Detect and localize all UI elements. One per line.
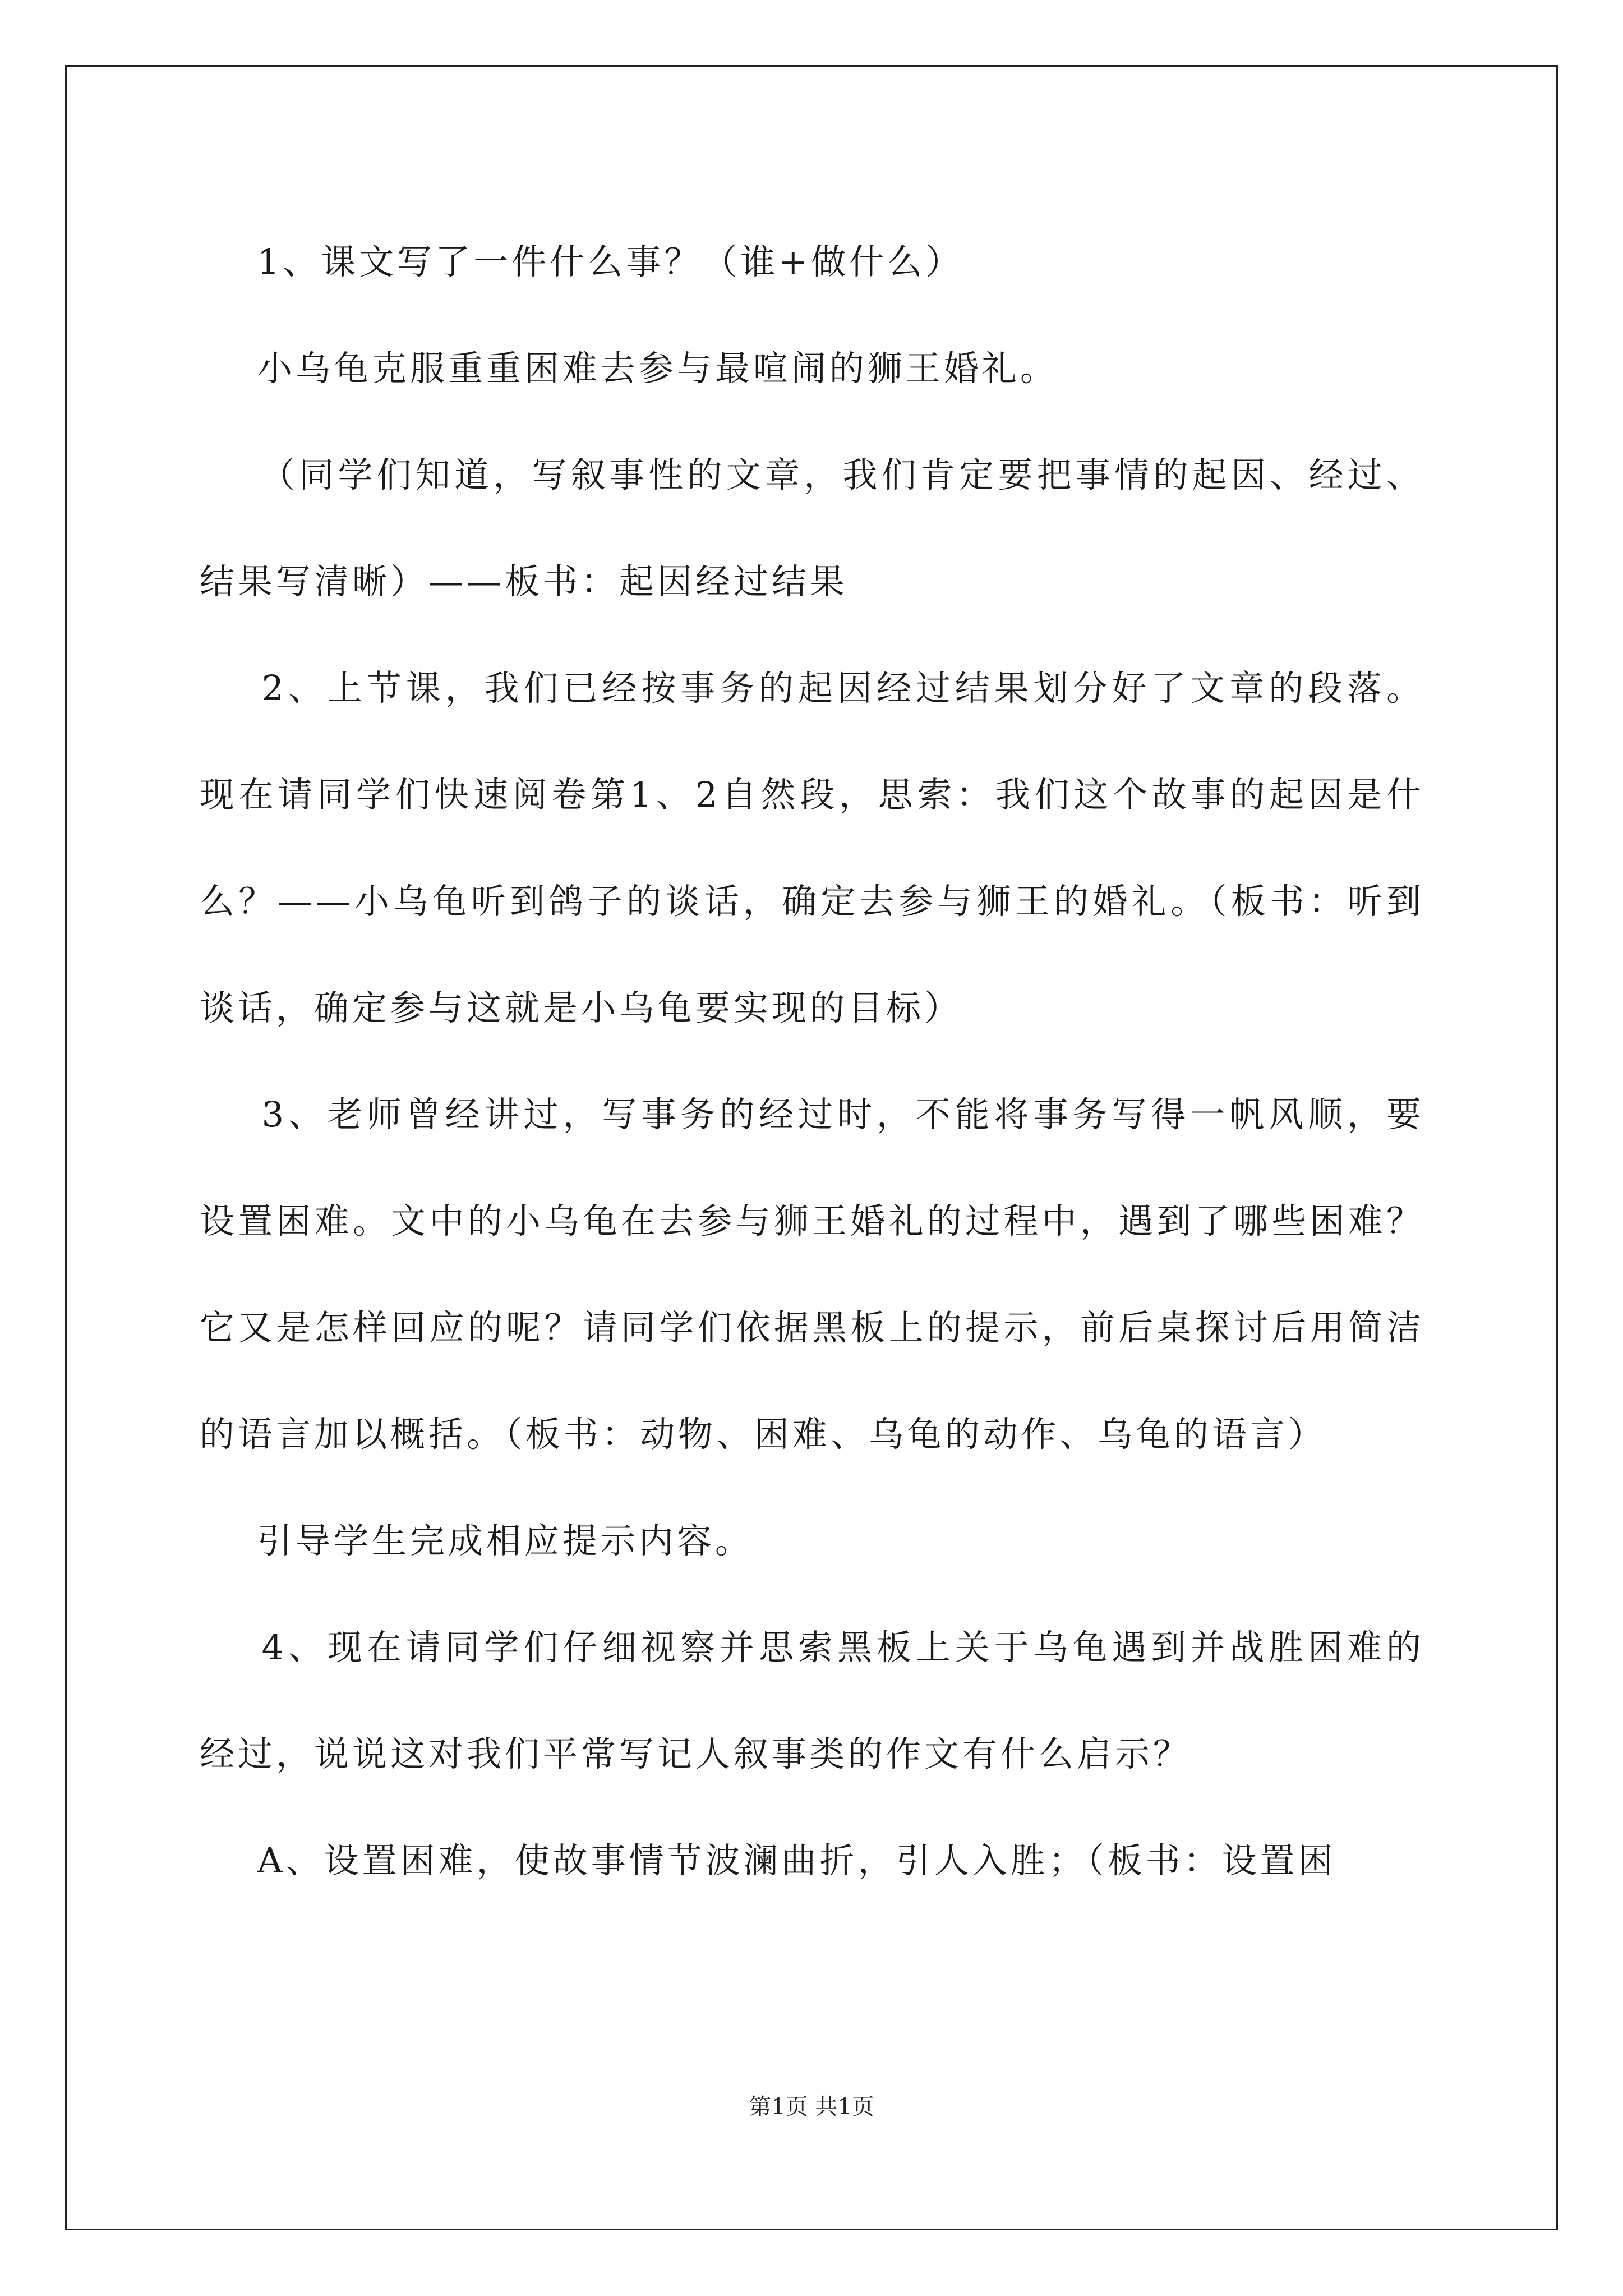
- paragraph-4: 2、上节课，我们已经按事务的起因经过结果划分好了文章的段落。现在请同学们快速阅卷第1、2自然段，思索：我们这个故事的起因是什么？——小乌龟听到鸽子的谈话，确定去参与狮王的婚礼。（板书：听到谈话，确定参与这就是小乌龟要实现的目标）: [200, 668, 1424, 1028]
- paragraph-8: A、设置困难，使故事情节波澜曲折，引人入胜；（板书：设置困: [200, 1840, 1336, 1881]
- paragraph-5: 3、老师曾经讲过，写事务的经过时，不能将事务写得一帆风顺，要设置困难。文中的小乌龟在去参与狮王婚礼的过程中，遇到了哪些困难？它又是怎样回应的呢？请同学们依据黑板上的提示，前后桌探讨后用简洁的语言加以概括。（板书：动物、困难、乌龟的动作、乌龟的语言）: [200, 1094, 1424, 1455]
- paragraph-2: 小乌龟克服重重困难去参与最喧闹的狮王婚礼。: [200, 348, 1058, 389]
- paragraph-3: （同学们知道，写叙事性的文章，我们肯定要把事情的起因、经过、结果写清晰）——板书：起因经过结果: [200, 454, 1424, 602]
- document-body: [200, 209, 1424, 1914]
- paragraph-1: 1、课文写了一件什么事？（谁+做什么）: [200, 241, 964, 282]
- page-number-footer: 第1页 共1页: [749, 2094, 874, 2120]
- paragraph-7: 4、现在请同学们仔细视察并思索黑板上关于乌龟遇到并战胜困难的经过，说说这对我们平常写记人叙事类的作文有什么启示？: [200, 1627, 1424, 1774]
- paragraph-6: 引导学生完成相应提示内容。: [200, 1520, 753, 1561]
